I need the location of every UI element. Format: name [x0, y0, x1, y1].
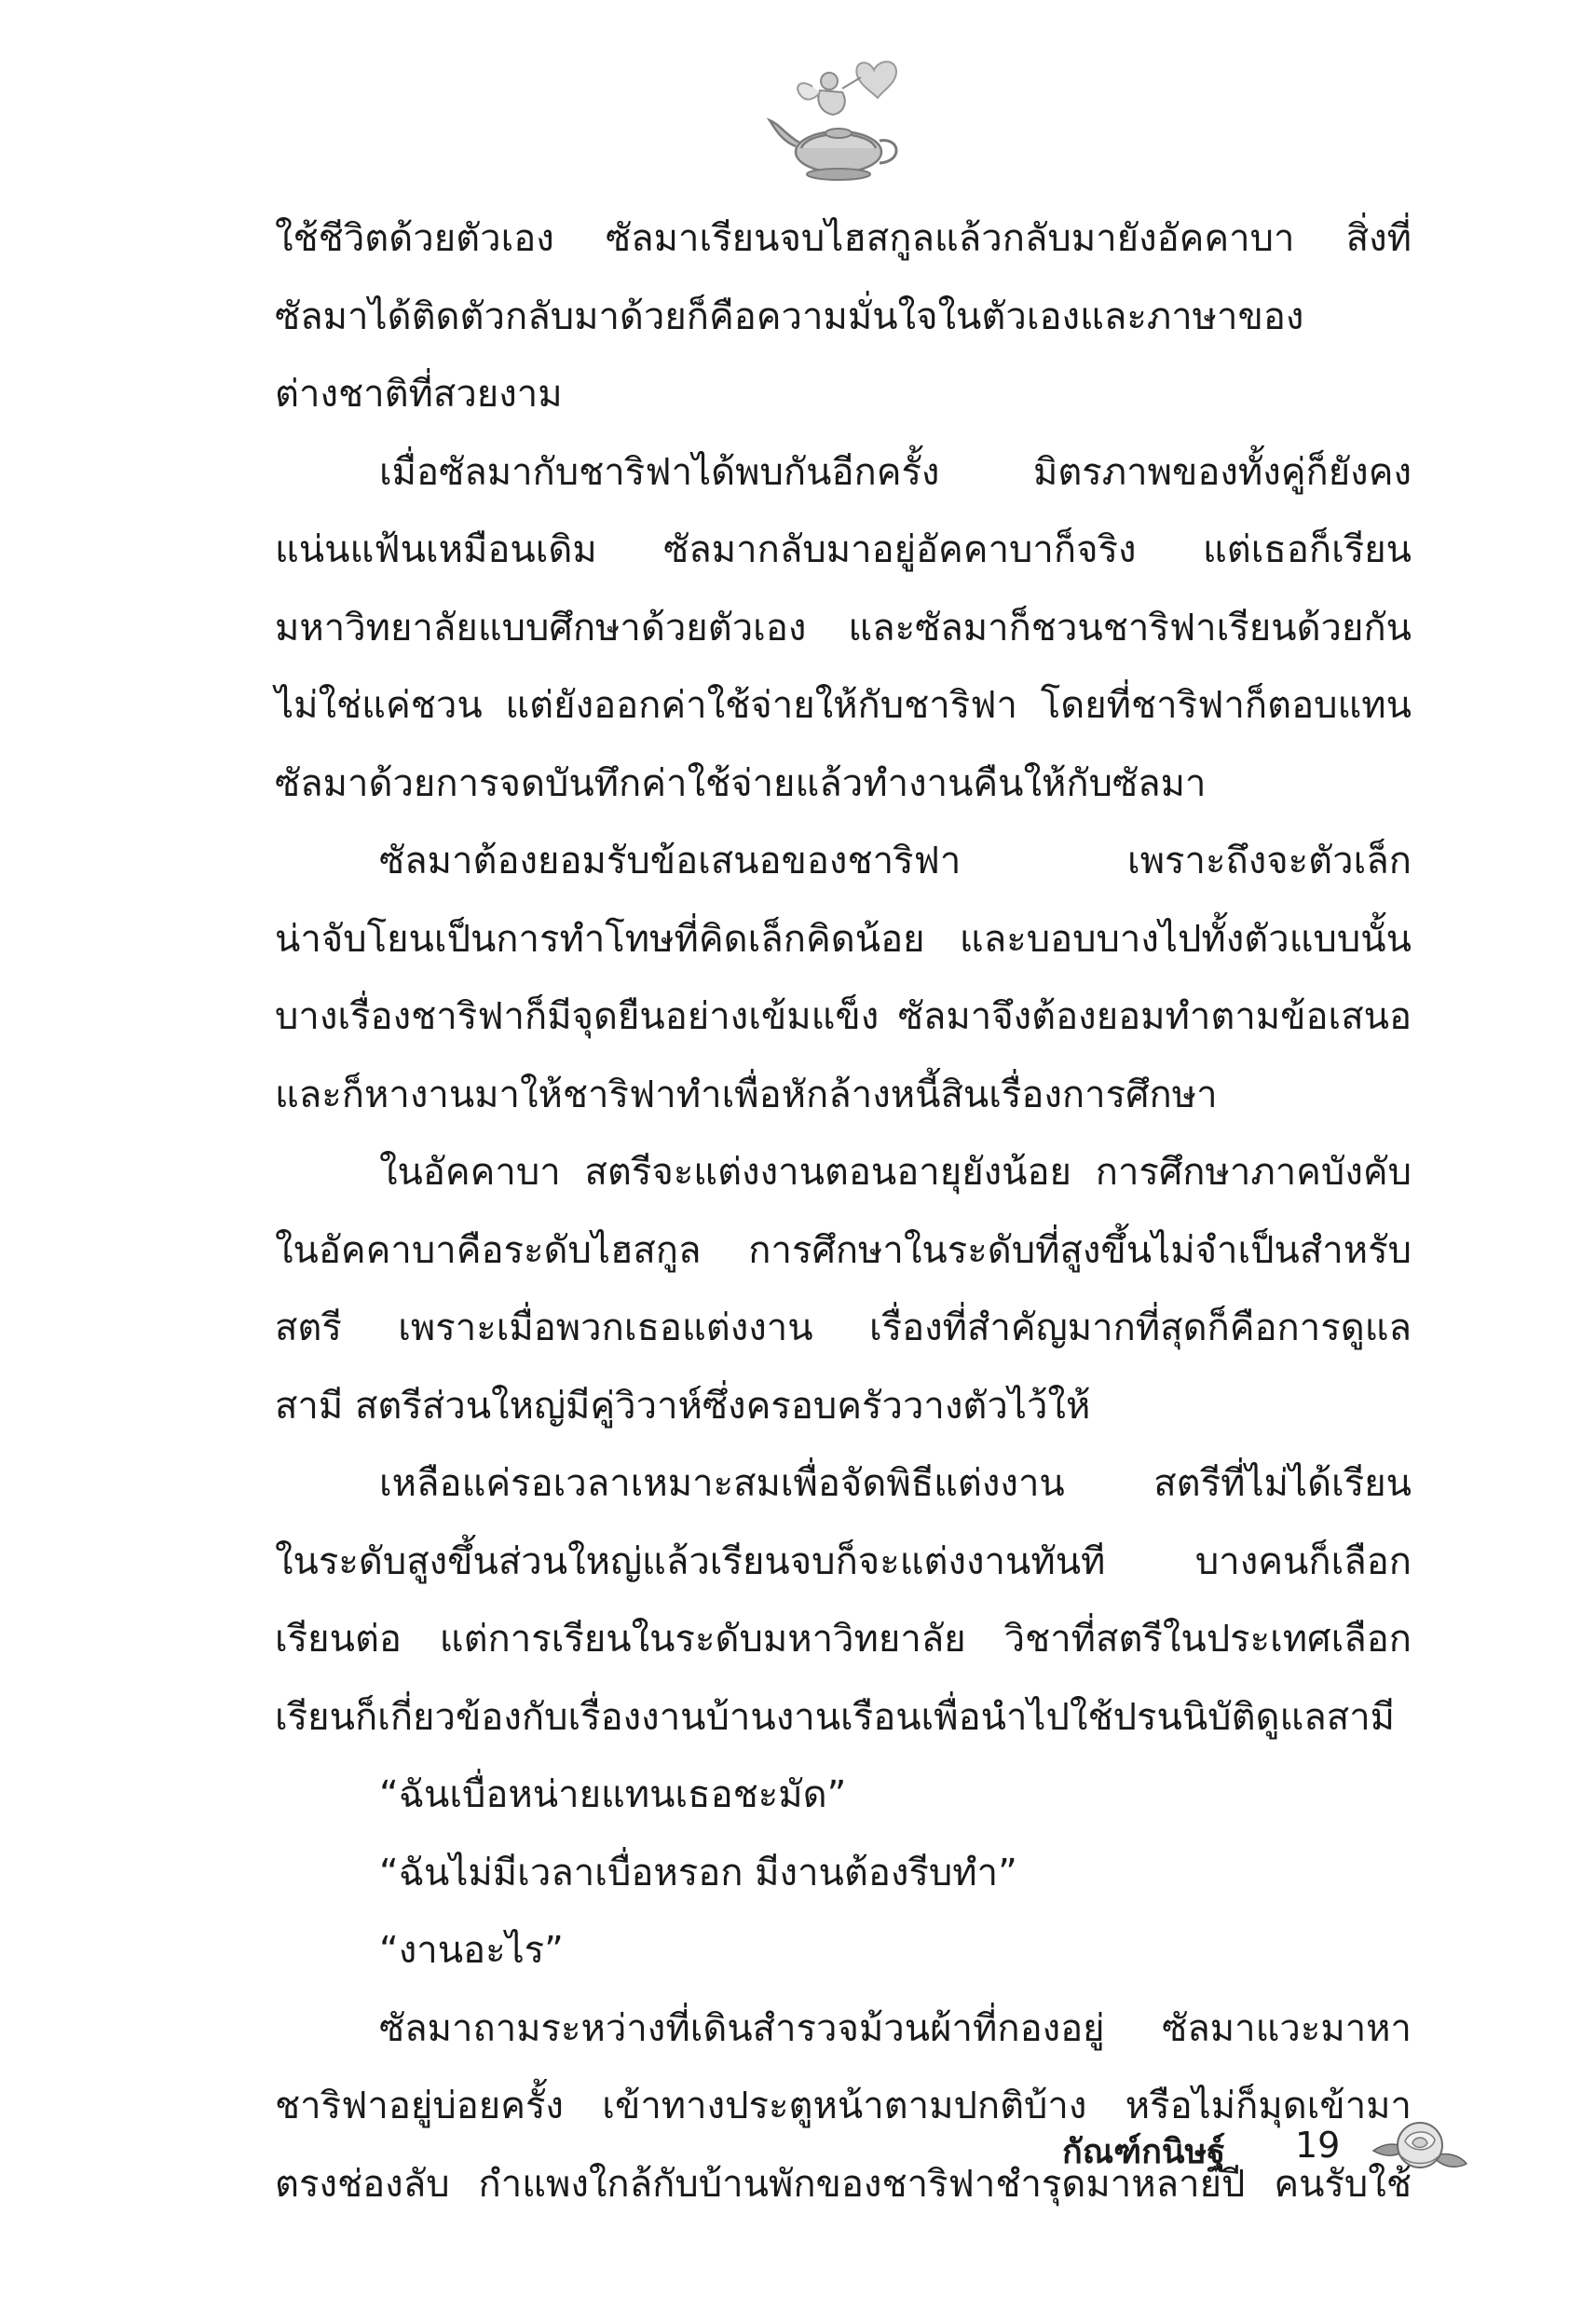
text-line: ต่างชาติที่สวยงาม	[275, 373, 563, 416]
text-line: ไม่ใช่แค่ชวน แต่ยังออกค่าใช้จ่ายให้กับชาริฟา โดยที่ชาริฟาก็ตอบแทน	[275, 684, 1412, 727]
book-title: กัณฑ์กนิษฐ์	[1062, 2133, 1226, 2171]
text-line: ในอัคคาบาคือระดับไฮสกูล การศึกษาในระดับที่สูงขึ้นไม่จำเป็นสำหรับ	[275, 1228, 1412, 1272]
text-line: ในอัคคาบา สตรีจะแต่งงานตอนอายุยังน้อย การศึกษาภาคบังคับ	[379, 1151, 1412, 1194]
text-line: และก็หางานมาให้ชาริฟาทำเพื่อหักล้างหนี้สินเรื่องการศึกษา	[275, 1073, 1218, 1116]
text-line: ชาริฟาอยู่บ่อยครั้ง เข้าทางประตูหน้าตามปกติบ้าง หรือไม่ก็มุดเข้ามา	[275, 2085, 1412, 2127]
text-line: เหลือแค่รอเวลาเหมาะสมเพื่อจัดพิธีแต่งงาน สตรีที่ไม่ได้เรียน	[379, 1462, 1412, 1505]
text-line: เรียนต่อ แต่การเรียนในระดับมหาวิทยาลัย วิชาที่สตรีในประเทศเลือก	[275, 1618, 1412, 1661]
dialogue-line: “ฉันไม่มีเวลาเบื่อหรอก มีงานต้องรีบทำ”	[379, 1851, 1017, 1894]
text-line: แน่นแฟ้นเหมือนเดิม ซัลมากลับมาอยู่อัคคาบาก็จริง แต่เธอก็เรียน	[275, 528, 1412, 571]
text-line: ซัลมาด้วยการจดบันทึกค่าใช้จ่ายแล้วทำงานคืนให้กับซัลมา	[275, 761, 1207, 805]
text-line: ซัลมาถามระหว่างที่เดินสำรวจม้วนผ้าที่กองอยู่ ซัลมาแวะมาหา	[379, 2006, 1412, 2050]
page-footer	[1062, 2113, 1491, 2188]
text-line: สตรี เพราะเมื่อพวกเธอแต่งงาน เรื่องที่สำคัญมากที่สุดก็คือการดูแล	[275, 1306, 1412, 1349]
teapot-with-cupid-icon	[764, 51, 913, 191]
text-line: เมื่อซัลมากับชาริฟาได้พบกันอีกครั้ง มิตรภาพของทั้งคู่ก็ยังคง	[379, 450, 1412, 494]
page-number: 19	[1295, 2125, 1341, 2166]
rose-icon	[1368, 2113, 1470, 2179]
body-text	[275, 200, 1412, 2223]
text-line: ซัลมาได้ติดตัวกลับมาด้วยก็คือความมั่นใจในตัวเองและภาษาของ	[275, 294, 1304, 338]
text-line: น่าจับโยนเป็นการทำโทษที่คิดเล็กคิดน้อย และบอบบางไปทั้งตัวแบบนั้น	[275, 917, 1412, 961]
text-line: บางเรื่องชาริฟาก็มีจุดยืนอย่างเข้มแข็ง ซัลมาจึงต้องยอมทำตามข้อเสนอ	[275, 995, 1412, 1038]
text-line: เรียนก็เกี่ยวข้องกับเรื่องงานบ้านงานเรือนเพื่อนำไปใช้ปรนนิบัติดูแลสามี	[275, 1695, 1396, 1739]
dialogue-line: “ฉันเบื่อหน่ายแทนเธอชะมัด”	[379, 1773, 847, 1816]
dialogue-line: “งานอะไร”	[379, 1929, 564, 1972]
text-line: มหาวิทยาลัยแบบศึกษาด้วยตัวเอง และซัลมาก็ชวนชาริฟาเรียนด้วยกัน	[275, 606, 1412, 650]
text-line: ตรงช่องลับ กำแพงใกล้กับบ้านพักของชาริฟาชำรุดมาหลายปี คนรับใช้	[275, 2162, 1412, 2206]
text-line: สามี สตรีส่วนใหญ่มีคู่วิวาห์ซึ่งครอบครัววางตัวไว้ให้	[275, 1384, 1091, 1428]
text-line: ใช้ชีวิตด้วยตัวเอง ซัลมาเรียนจบไฮสกูลแล้วกลับมายังอัคคาบา สิ่งที่	[275, 217, 1412, 260]
text-line: ซัลมาต้องยอมรับข้อเสนอของชาริฟา เพราะถึงจะตัวเล็ก	[379, 840, 1412, 882]
text-line: ในระดับสูงขึ้นส่วนใหญ่แล้วเรียนจบก็จะแต่งงานทันที บางคนก็เลือก	[275, 1539, 1412, 1583]
